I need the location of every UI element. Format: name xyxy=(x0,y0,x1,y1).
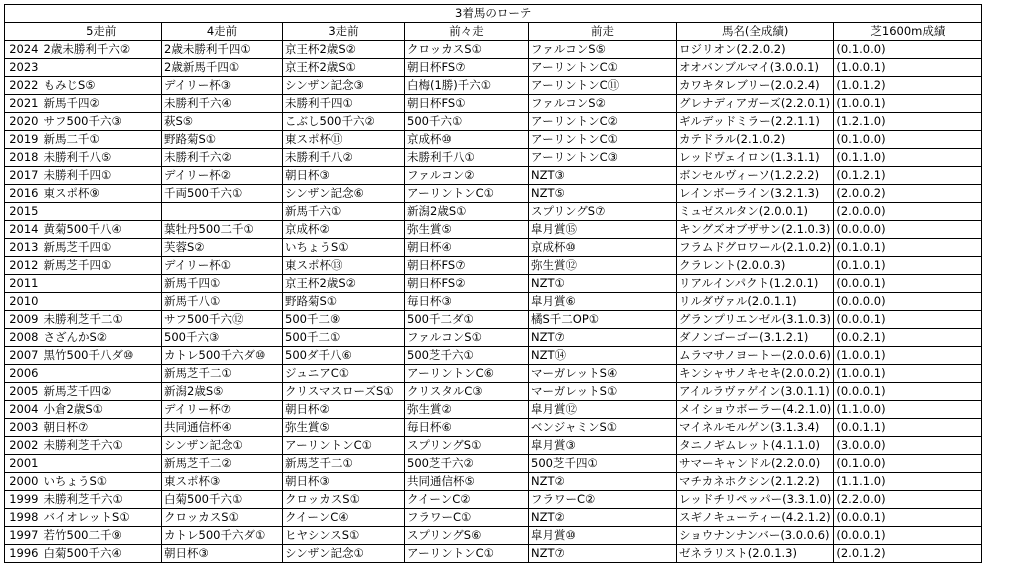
run-3-before-cell: クイーンC④ xyxy=(283,509,405,527)
year-cell: 2013 xyxy=(5,239,42,257)
previous-run-cell: スプリングS⑦ xyxy=(529,203,677,221)
run-5-before-cell: 新馬芝千四① xyxy=(42,257,162,275)
run-4-before-cell: 未勝利千六④ xyxy=(162,95,283,113)
table-row xyxy=(5,77,982,95)
run-5-before-cell xyxy=(42,203,162,221)
run-5-before-cell: 白菊500千六④ xyxy=(42,545,162,563)
year-cell: 2017 xyxy=(5,167,42,185)
run-3-before-cell: ジュニアC① xyxy=(283,365,405,383)
previous-run-cell: NZT② xyxy=(529,473,677,491)
year-cell: 2010 xyxy=(5,293,42,311)
run-3-before-cell: シンザン記念③ xyxy=(283,77,405,95)
run-2-before-cell: 毎日杯③ xyxy=(405,293,529,311)
run-3-before-cell: 未勝利千四① xyxy=(283,95,405,113)
run-4-before-cell: 白菊500千六① xyxy=(162,491,283,509)
table-row xyxy=(5,509,982,527)
run-2-before-cell: アーリントンC⑥ xyxy=(405,365,529,383)
run-2-before-cell: 朝日杯FS⑦ xyxy=(405,59,529,77)
run-4-before-cell: クロッカスS① xyxy=(162,509,283,527)
header-5-runs-before: 5走前 xyxy=(42,23,162,41)
run-3-before-cell: 朝日杯③ xyxy=(283,473,405,491)
table-row xyxy=(5,293,982,311)
run-3-before-cell: 500千二① xyxy=(283,329,405,347)
turf-1600-record-cell: (0.0.0.1) xyxy=(834,383,982,401)
previous-run-cell: 京成杯⑩ xyxy=(529,239,677,257)
table-row xyxy=(5,527,982,545)
table-row xyxy=(5,41,982,59)
horse-name-cell: グランプリエンゼル(3.1.0.3) xyxy=(677,311,834,329)
table-row xyxy=(5,257,982,275)
run-3-before-cell: 新馬千六① xyxy=(283,203,405,221)
previous-run-cell: NZT② xyxy=(529,509,677,527)
run-2-before-cell: フラワーC① xyxy=(405,509,529,527)
turf-1600-record-cell: (1.0.0.1) xyxy=(834,95,982,113)
year-cell: 1998 xyxy=(5,509,42,527)
previous-run-cell: NZT⑦ xyxy=(529,329,677,347)
run-5-before-cell xyxy=(42,59,162,77)
horse-name-cell: グレナディアガーズ(2.2.0.1) xyxy=(677,95,834,113)
run-4-before-cell: 東スポ杯③ xyxy=(162,473,283,491)
horse-name-cell: ゼネラリスト(2.0.1.3) xyxy=(677,545,834,563)
run-5-before-cell: バイオレットS① xyxy=(42,509,162,527)
run-5-before-cell: 若竹500二千⑨ xyxy=(42,527,162,545)
turf-1600-record-cell: (1.0.0.1) xyxy=(834,347,982,365)
run-2-before-cell: 未勝利千八① xyxy=(405,149,529,167)
year-cell: 2000 xyxy=(5,473,42,491)
run-4-before-cell: カトレ500千六ダ⑩ xyxy=(162,347,283,365)
previous-run-cell: 皐月賞⑮ xyxy=(529,221,677,239)
run-2-before-cell: ファルコンS① xyxy=(405,329,529,347)
turf-1600-record-cell: (2.0.0.0) xyxy=(834,203,982,221)
year-cell: 2024 xyxy=(5,41,42,59)
turf-1600-record-cell: (0.1.0.0) xyxy=(834,455,982,473)
run-3-before-cell: 京王杯2歳S② xyxy=(283,275,405,293)
year-cell: 2004 xyxy=(5,401,42,419)
turf-1600-record-cell: (0.1.0.1) xyxy=(834,239,982,257)
run-3-before-cell: 野路菊S① xyxy=(283,293,405,311)
horse-name-cell: サマーキャンドル(2.2.0.0) xyxy=(677,455,834,473)
previous-run-cell: 皐月賞③ xyxy=(529,437,677,455)
run-2-before-cell: 500芝千六② xyxy=(405,455,529,473)
run-2-before-cell: 京成杯⑩ xyxy=(405,131,529,149)
run-2-before-cell: 朝日杯FS② xyxy=(405,275,529,293)
run-5-before-cell xyxy=(42,365,162,383)
header-2-runs-before: 前々走 xyxy=(405,23,529,41)
year-cell: 2011 xyxy=(5,275,42,293)
run-3-before-cell: ヒヤシンスS① xyxy=(283,527,405,545)
run-4-before-cell: 共同通信杯④ xyxy=(162,419,283,437)
turf-1600-record-cell: (1.2.1.0) xyxy=(834,113,982,131)
table-row xyxy=(5,167,982,185)
run-4-before-cell: 未勝利千六② xyxy=(162,149,283,167)
run-3-before-cell: 弥生賞⑤ xyxy=(283,419,405,437)
run-5-before-cell: 黒竹500千八ダ⑩ xyxy=(42,347,162,365)
table-row xyxy=(5,383,982,401)
run-4-before-cell: 朝日杯③ xyxy=(162,545,283,563)
turf-1600-record-cell: (1.0.0.1) xyxy=(834,365,982,383)
horse-name-cell: ロジリオン(2.2.0.2) xyxy=(677,41,834,59)
run-3-before-cell: 京成杯② xyxy=(283,221,405,239)
run-4-before-cell: 葉牡丹500二千① xyxy=(162,221,283,239)
run-5-before-cell xyxy=(42,455,162,473)
previous-run-cell: 弥生賞⑫ xyxy=(529,257,677,275)
run-4-before-cell: カトレ500千六ダ① xyxy=(162,527,283,545)
run-5-before-cell: 朝日杯⑦ xyxy=(42,419,162,437)
run-4-before-cell: 新潟2歳S⑤ xyxy=(162,383,283,401)
table-row xyxy=(5,95,982,113)
run-5-before-cell: サフ500千六③ xyxy=(42,113,162,131)
run-3-before-cell: 朝日杯② xyxy=(283,401,405,419)
run-4-before-cell: サフ500千六⑫ xyxy=(162,311,283,329)
previous-run-cell: 皐月賞⑥ xyxy=(529,293,677,311)
run-3-before-cell: シンザン記念⑥ xyxy=(283,185,405,203)
turf-1600-record-cell: (0.0.1.1) xyxy=(834,419,982,437)
previous-run-cell: アーリントンC① xyxy=(529,59,677,77)
previous-run-cell: 500芝千四① xyxy=(529,455,677,473)
run-4-before-cell: 千両500千六① xyxy=(162,185,283,203)
turf-1600-record-cell: (3.0.0.0) xyxy=(834,437,982,455)
table-row xyxy=(5,221,982,239)
turf-1600-record-cell: (1.1.1.0) xyxy=(834,473,982,491)
year-cell: 2012 xyxy=(5,257,42,275)
table-row xyxy=(5,113,982,131)
previous-run-cell: 皐月賞⑩ xyxy=(529,527,677,545)
run-3-before-cell: こぶし500千六② xyxy=(283,113,405,131)
run-2-before-cell: 白梅(1勝)千六① xyxy=(405,77,529,95)
run-2-before-cell: ファルコン② xyxy=(405,167,529,185)
horse-name-cell: タニノギムレット(4.1.1.0) xyxy=(677,437,834,455)
horse-name-cell: クラレント(2.0.0.3) xyxy=(677,257,834,275)
table-row xyxy=(5,401,982,419)
horse-name-cell: ミュゼスルタン(2.0.0.1) xyxy=(677,203,834,221)
year-cell: 2009 xyxy=(5,311,42,329)
run-2-before-cell: 朝日杯FS① xyxy=(405,95,529,113)
table-row xyxy=(5,473,982,491)
year-cell: 2002 xyxy=(5,437,42,455)
run-2-before-cell: 弥生賞② xyxy=(405,401,529,419)
run-5-before-cell: 新馬芝千四② xyxy=(42,383,162,401)
previous-run-cell: ファルコンS② xyxy=(529,95,677,113)
year-cell: 2022 xyxy=(5,77,42,95)
table-row xyxy=(5,491,982,509)
run-4-before-cell: 野路菊S① xyxy=(162,131,283,149)
run-5-before-cell: 2歳未勝利千六② xyxy=(42,41,162,59)
horse-name-cell: ギルデッドミラー(2.2.1.1) xyxy=(677,113,834,131)
run-5-before-cell: いちょうS① xyxy=(42,473,162,491)
run-2-before-cell: アーリントンC① xyxy=(405,545,529,563)
turf-1600-record-cell: (0.0.0.1) xyxy=(834,311,982,329)
horse-name-cell: リルダヴァル(2.0.1.1) xyxy=(677,293,834,311)
previous-run-cell: ファルコンS⑤ xyxy=(529,41,677,59)
table-row xyxy=(5,347,982,365)
table-row xyxy=(5,239,982,257)
horse-name-cell: ダノンゴーゴー(3.1.2.1) xyxy=(677,329,834,347)
run-4-before-cell: デイリー杯③ xyxy=(162,77,283,95)
run-3-before-cell: 朝日杯③ xyxy=(283,167,405,185)
horse-name-cell: レッドチリペッパー(3.3.1.0) xyxy=(677,491,834,509)
run-5-before-cell: 新馬芝千四① xyxy=(42,239,162,257)
run-2-before-cell: 500千二ダ① xyxy=(405,311,529,329)
run-4-before-cell: 新馬千八① xyxy=(162,293,283,311)
run-3-before-cell: 500千二⑨ xyxy=(283,311,405,329)
run-4-before-cell: 2歳未勝利千四① xyxy=(162,41,283,59)
year-cell: 2014 xyxy=(5,221,42,239)
table-row xyxy=(5,329,982,347)
table-row xyxy=(5,149,982,167)
run-3-before-cell: クロッカスS① xyxy=(283,491,405,509)
run-3-before-cell: クリスマスローズS① xyxy=(283,383,405,401)
previous-run-cell: NZT⑭ xyxy=(529,347,677,365)
year-cell: 2019 xyxy=(5,131,42,149)
year-cell: 2006 xyxy=(5,365,42,383)
run-3-before-cell: 東スポ杯⑪ xyxy=(283,131,405,149)
run-3-before-cell: 500ダ千八⑥ xyxy=(283,347,405,365)
run-5-before-cell: 小倉2歳S① xyxy=(42,401,162,419)
horse-name-cell: ショウナンナンバー(3.0.0.6) xyxy=(677,527,834,545)
horse-name-cell: オオバンブルマイ(3.0.0.1) xyxy=(677,59,834,77)
previous-run-cell: フラワーC② xyxy=(529,491,677,509)
run-3-before-cell: シンザン記念① xyxy=(283,545,405,563)
run-2-before-cell: スプリングS⑥ xyxy=(405,527,529,545)
turf-1600-record-cell: (0.1.0.0) xyxy=(834,131,982,149)
year-cell: 2018 xyxy=(5,149,42,167)
turf-1600-record-cell: (0.0.0.0) xyxy=(834,221,982,239)
run-3-before-cell: 京王杯2歳S② xyxy=(283,41,405,59)
table-row xyxy=(5,185,982,203)
horse-name-cell: スギノキューティー(4.2.1.2) xyxy=(677,509,834,527)
previous-run-cell: NZT① xyxy=(529,275,677,293)
run-4-before-cell: デイリー杯① xyxy=(162,257,283,275)
year-cell: 1999 xyxy=(5,491,42,509)
run-5-before-cell xyxy=(42,293,162,311)
previous-run-cell: ベンジャミンS① xyxy=(529,419,677,437)
turf-1600-record-cell: (0.1.0.1) xyxy=(834,257,982,275)
horse-name-cell: キングズオブザサン(2.1.0.3) xyxy=(677,221,834,239)
horse-name-cell: マチカネホクシン(2.1.2.2) xyxy=(677,473,834,491)
table-row xyxy=(5,455,982,473)
run-4-before-cell: 500千六③ xyxy=(162,329,283,347)
horse-name-cell: フラムドグロワール(2.1.0.2) xyxy=(677,239,834,257)
year-cell: 2023 xyxy=(5,59,42,77)
previous-run-cell: マーガレットS④ xyxy=(529,365,677,383)
previous-run-cell: アーリントンC③ xyxy=(529,149,677,167)
run-5-before-cell: 未勝利芝千六① xyxy=(42,491,162,509)
table-row xyxy=(5,275,982,293)
header-year-cell xyxy=(5,23,42,41)
horse-name-cell: ムラマサノヨートー(2.0.0.6) xyxy=(677,347,834,365)
run-4-before-cell: 新馬千四① xyxy=(162,275,283,293)
previous-run-cell: アーリントンC① xyxy=(529,131,677,149)
run-5-before-cell: 未勝利芝千六① xyxy=(42,437,162,455)
turf-1600-record-cell: (0.0.0.1) xyxy=(834,275,982,293)
table-row xyxy=(5,131,982,149)
previous-run-cell: アーリントンC② xyxy=(529,113,677,131)
horse-name-cell: レッドヴェイロン(1.3.1.1) xyxy=(677,149,834,167)
horse-name-cell: レインボーライン(3.2.1.3) xyxy=(677,185,834,203)
turf-1600-record-cell: (0.0.0.0) xyxy=(834,293,982,311)
header-row xyxy=(5,23,982,41)
turf-1600-record-cell: (0.0.0.1) xyxy=(834,509,982,527)
previous-run-cell: 橘S千二OP① xyxy=(529,311,677,329)
run-4-before-cell: デイリー杯⑦ xyxy=(162,401,283,419)
rotation-table xyxy=(4,4,982,563)
run-2-before-cell: アーリントンC① xyxy=(405,185,529,203)
horse-name-cell: アイルラヴァゲイン(3.0.1.1) xyxy=(677,383,834,401)
sheet-title: 3着馬のローテ xyxy=(5,5,982,23)
turf-1600-record-cell: (0.1.0.0) xyxy=(834,41,982,59)
run-2-before-cell: 朝日杯FS⑦ xyxy=(405,257,529,275)
run-5-before-cell: 未勝利千四① xyxy=(42,167,162,185)
year-cell: 1996 xyxy=(5,545,42,563)
run-5-before-cell: 新馬二千① xyxy=(42,131,162,149)
turf-1600-record-cell: (2.0.1.2) xyxy=(834,545,982,563)
run-5-before-cell: 東スポ杯⑨ xyxy=(42,185,162,203)
run-2-before-cell: クロッカスS① xyxy=(405,41,529,59)
turf-1600-record-cell: (1.1.0.0) xyxy=(834,401,982,419)
run-5-before-cell: もみじS⑤ xyxy=(42,77,162,95)
horse-name-cell: メイショウボーラー(4.2.1.0) xyxy=(677,401,834,419)
previous-run-cell: アーリントンC⑪ xyxy=(529,77,677,95)
run-5-before-cell: 黄菊500千八④ xyxy=(42,221,162,239)
header-4-runs-before: 4走前 xyxy=(162,23,283,41)
year-cell: 2020 xyxy=(5,113,42,131)
table-row xyxy=(5,545,982,563)
table-row xyxy=(5,437,982,455)
run-2-before-cell: 弥生賞⑤ xyxy=(405,221,529,239)
run-3-before-cell: 東スポ杯⑬ xyxy=(283,257,405,275)
year-cell: 2007 xyxy=(5,347,42,365)
run-2-before-cell: 共同通信杯⑤ xyxy=(405,473,529,491)
turf-1600-record-cell: (0.1.2.1) xyxy=(834,167,982,185)
run-5-before-cell: 未勝利芝千二① xyxy=(42,311,162,329)
turf-1600-record-cell: (0.0.0.1) xyxy=(834,527,982,545)
run-2-before-cell: 毎日杯⑥ xyxy=(405,419,529,437)
horse-name-cell: マイネルモルゲン(3.1.3.4) xyxy=(677,419,834,437)
run-4-before-cell xyxy=(162,203,283,221)
table-row xyxy=(5,419,982,437)
title-row xyxy=(5,5,982,23)
turf-1600-record-cell: (2.2.0.0) xyxy=(834,491,982,509)
horse-name-cell: キンシャサノキセキ(2.0.0.2) xyxy=(677,365,834,383)
year-cell: 1997 xyxy=(5,527,42,545)
run-3-before-cell: 京王杯2歳S① xyxy=(283,59,405,77)
run-2-before-cell: 新潟2歳S① xyxy=(405,203,529,221)
table-row xyxy=(5,365,982,383)
year-cell: 2001 xyxy=(5,455,42,473)
run-2-before-cell: スプリングS① xyxy=(405,437,529,455)
turf-1600-record-cell: (0.0.2.1) xyxy=(834,329,982,347)
run-4-before-cell: 新馬芝千二① xyxy=(162,365,283,383)
previous-run-cell: NZT⑦ xyxy=(529,545,677,563)
year-cell: 2005 xyxy=(5,383,42,401)
run-4-before-cell: 2歳新馬千四① xyxy=(162,59,283,77)
turf-1600-record-cell: (1.0.0.1) xyxy=(834,59,982,77)
run-2-before-cell: 朝日杯④ xyxy=(405,239,529,257)
table-row xyxy=(5,203,982,221)
run-4-before-cell: 萩S⑤ xyxy=(162,113,283,131)
previous-run-cell: 皐月賞⑫ xyxy=(529,401,677,419)
run-5-before-cell xyxy=(42,275,162,293)
header-turf-1600-record: 芝1600m成績 xyxy=(834,23,982,41)
run-3-before-cell: アーリントンC① xyxy=(283,437,405,455)
run-3-before-cell: 新馬芝千二① xyxy=(283,455,405,473)
year-cell: 2003 xyxy=(5,419,42,437)
run-5-before-cell: 未勝利千八⑤ xyxy=(42,149,162,167)
run-2-before-cell: 500芝千六① xyxy=(405,347,529,365)
run-2-before-cell: 500千六① xyxy=(405,113,529,131)
horse-name-cell: カテドラル(2.1.0.2) xyxy=(677,131,834,149)
year-cell: 2016 xyxy=(5,185,42,203)
previous-run-cell: NZT③ xyxy=(529,167,677,185)
turf-1600-record-cell: (1.0.1.2) xyxy=(834,77,982,95)
horse-name-cell: ボンセルヴィーソ(1.2.2.2) xyxy=(677,167,834,185)
turf-1600-record-cell: (0.1.1.0) xyxy=(834,149,982,167)
horse-name-cell: リアルインパクト(1.2.0.1) xyxy=(677,275,834,293)
table-row xyxy=(5,59,982,77)
year-cell: 2015 xyxy=(5,203,42,221)
run-3-before-cell: 未勝利千八② xyxy=(283,149,405,167)
run-2-before-cell: クリスタルC③ xyxy=(405,383,529,401)
header-3-runs-before: 3走前 xyxy=(283,23,405,41)
year-cell: 2008 xyxy=(5,329,42,347)
run-4-before-cell: 芙蓉S② xyxy=(162,239,283,257)
run-4-before-cell: シンザン記念① xyxy=(162,437,283,455)
table-row xyxy=(5,311,982,329)
run-4-before-cell: デイリー杯② xyxy=(162,167,283,185)
horse-name-cell: カワキタレブリー(2.0.2.4) xyxy=(677,77,834,95)
run-5-before-cell: さざんかS② xyxy=(42,329,162,347)
turf-1600-record-cell: (2.0.0.2) xyxy=(834,185,982,203)
header-previous-run: 前走 xyxy=(529,23,677,41)
year-cell: 2021 xyxy=(5,95,42,113)
run-4-before-cell: 新馬芝千二② xyxy=(162,455,283,473)
run-2-before-cell: クイーンC② xyxy=(405,491,529,509)
run-3-before-cell: いちょうS① xyxy=(283,239,405,257)
header-horse-name: 馬名(全成績) xyxy=(677,23,834,41)
previous-run-cell: マーガレットS① xyxy=(529,383,677,401)
run-5-before-cell: 新馬千四② xyxy=(42,95,162,113)
previous-run-cell: NZT⑤ xyxy=(529,185,677,203)
